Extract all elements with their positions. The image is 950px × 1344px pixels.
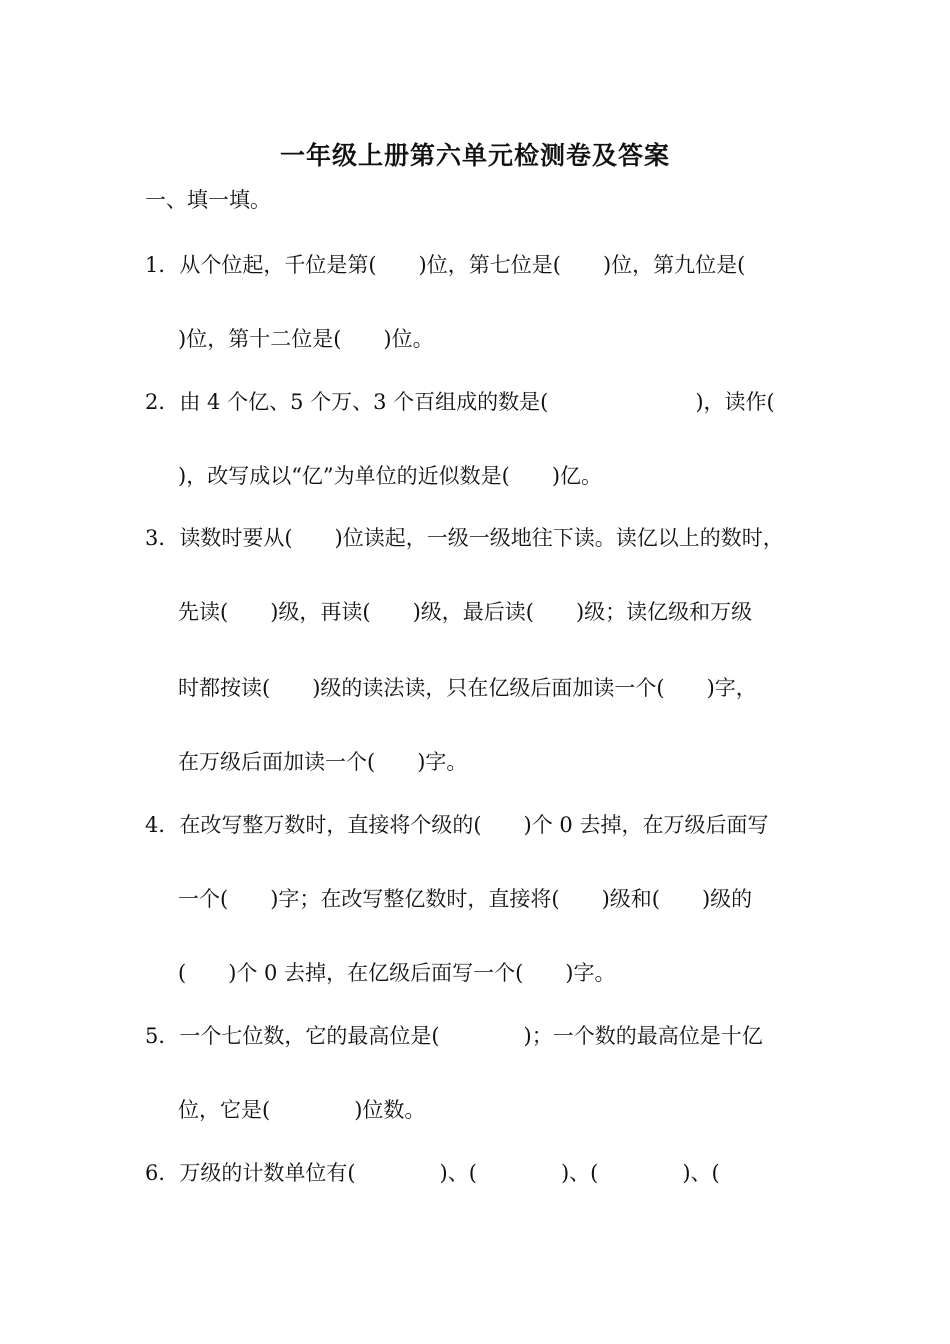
question-6-line-1: 6．万级的计数单位有( )、( )、( )、( bbox=[145, 1161, 720, 1185]
question-1-line-1: 1．从个位起，千位是第( )位，第七位是( )位，第九位是( bbox=[145, 253, 746, 277]
question-3-line-2: 先读( )级，再读( )级，最后读( )级；读亿级和万级 bbox=[178, 600, 753, 624]
question-4-line-2: 一个( )字；在改写整亿数时，直接将( )级和( )级的 bbox=[178, 887, 753, 911]
question-5-line-1: 5．一个七位数，它的最高位是( )；一个数的最高位是十亿 bbox=[145, 1024, 763, 1048]
section-heading: 一、填一填。 bbox=[145, 188, 271, 212]
question-4-line-3: ( )个 0 去掉，在亿级后面写一个( )字。 bbox=[178, 961, 616, 985]
question-2-line-1: 2．由 4 个亿、5 个万、3 个百组成的数是( )，读作( bbox=[145, 390, 775, 414]
question-2-line-2: )，改写成以“亿”为单位的近似数是( )亿。 bbox=[178, 464, 603, 488]
question-5-line-2: 位，它是( )位数。 bbox=[178, 1098, 426, 1122]
document-title: 一年级上册第六单元检测卷及答案 bbox=[279, 141, 670, 170]
question-3-line-1: 3．读数时要从( )位读起，一级一级地往下读。读亿以上的数时， bbox=[145, 526, 784, 550]
question-3-line-4: 在万级后面加读一个( )字。 bbox=[178, 750, 468, 774]
question-4-line-1: 4．在改写整万数时，直接将个级的( )个 0 去掉，在万级后面写 bbox=[145, 813, 769, 837]
question-3-line-3: 时都按读( )级的读法读，只在亿级后面加读一个( )字， bbox=[178, 676, 757, 700]
question-1-line-2: )位，第十二位是( )位。 bbox=[178, 327, 434, 351]
